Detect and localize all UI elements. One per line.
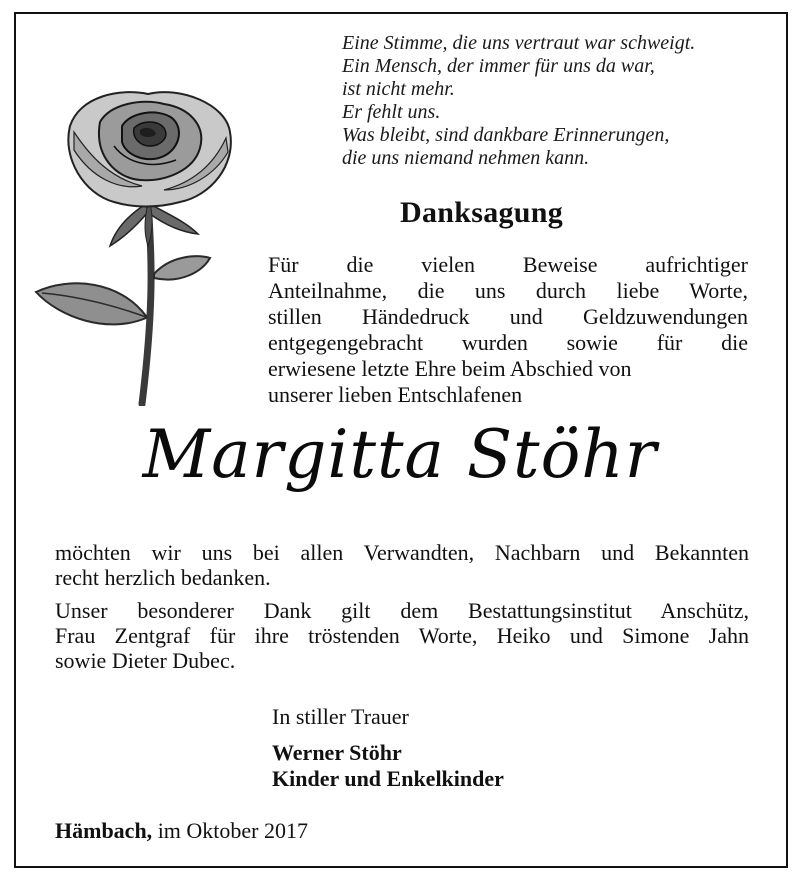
- poem-line: Er fehlt uns.: [342, 101, 441, 123]
- place-date-text: im Oktober 2017: [157, 818, 309, 843]
- thanks-paragraph: [55, 540, 749, 590]
- place-town: Hämbach,: [55, 818, 153, 843]
- rose-leaf-right: [154, 256, 210, 279]
- intro-line: erwiesene letzte Ehre beim Abschied von: [268, 356, 632, 381]
- poem-line: Ein Mensch, der immer für uns da war,: [342, 55, 655, 77]
- place-date: [55, 818, 308, 844]
- signature-block: [272, 704, 504, 792]
- mourning-phrase: In stiller Trauer: [272, 704, 409, 729]
- thanks-line: Frau Zentgraf für ihre tröstenden Worte, Heiko und Simone Jahn: [55, 623, 749, 648]
- rose-leaf-left: [36, 283, 146, 324]
- mourner-name: Werner Stöhr: [272, 740, 402, 765]
- thanks-line: sowie Dieter Dubec.: [55, 648, 236, 673]
- thanks-text: [55, 540, 749, 681]
- intro-line: unserer lieben Entschlafenen: [268, 382, 523, 407]
- poem-line: die uns niemand nehmen kann.: [342, 147, 590, 169]
- heading-danksagung: Danksagung: [400, 196, 564, 229]
- thanks-line: recht herzlich bedanken.: [55, 565, 271, 590]
- mourner-name: Kinder und Enkelkinder: [272, 766, 504, 791]
- thanks-line: Unser besonderer Dank gilt dem Bestattungsinstitut Anschütz,: [55, 598, 749, 623]
- intro-line: Anteilnahme, die uns durch liebe Worte,: [268, 278, 748, 303]
- intro-line: Für die vielen Beweise aufrichtiger: [268, 252, 748, 277]
- intro-line: stillen Händedruck und Geldzuwendungen: [268, 304, 748, 329]
- poem: [342, 32, 772, 170]
- poem-line: Eine Stimme, die uns vertraut war schweigt.: [342, 32, 696, 54]
- rose-icon: [30, 86, 240, 406]
- thanks-paragraph: [55, 598, 749, 673]
- poem-line: Was bleibt, sind dankbare Erinnerungen,: [342, 124, 670, 146]
- intro-text: [268, 252, 748, 408]
- intro-line: entgegengebracht wurden sowie für die: [268, 330, 748, 355]
- thanks-line: möchten wir uns bei allen Verwandten, Nachbarn und Bekannten: [55, 540, 749, 565]
- poem-line: ist nicht mehr.: [342, 78, 455, 100]
- deceased-name: Margitta Stöhr: [142, 416, 658, 493]
